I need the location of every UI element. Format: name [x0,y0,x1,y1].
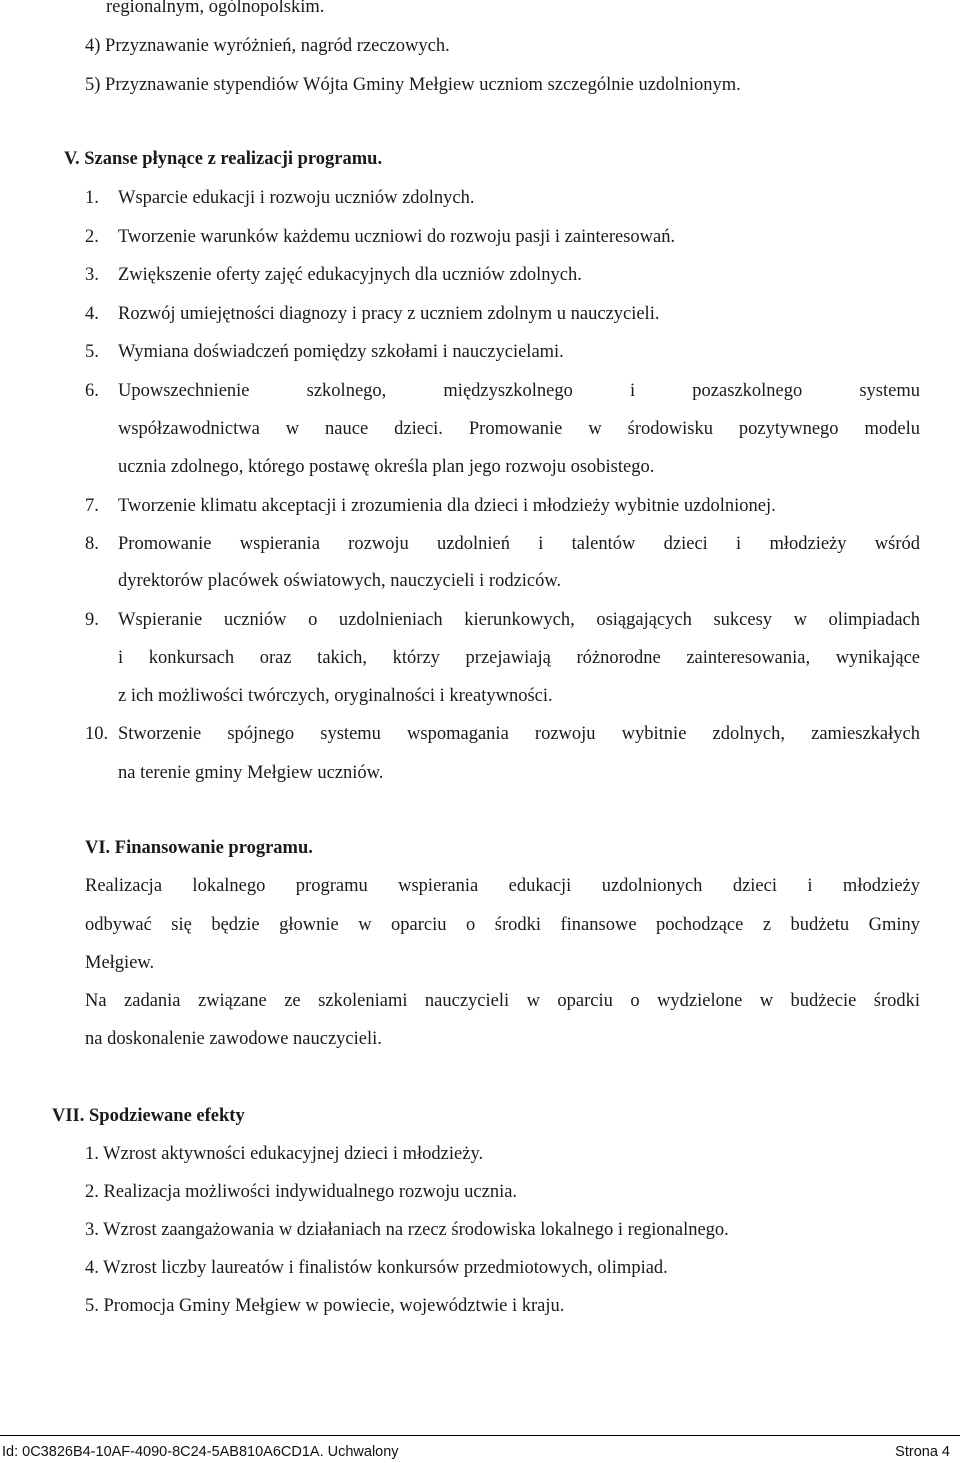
section-heading-vi: VI. Finansowanie programu. [85,838,313,858]
effect-item: 1. Wzrost aktywności edukacyjnej dzieci i młodzieży. [85,1144,484,1164]
list-item-text: Tworzenie warunków każdemu uczniowi do rozwoju pasji i zainteresowań. [118,227,676,247]
list-item-number: 4. [85,304,99,324]
list-item-text: Tworzenie klimatu akceptacji i zrozumienia dla dzieci i młodzieży wybitnie uzdolnionej. [118,496,776,516]
list-item-number: 1. [85,188,99,208]
footer-page-number: Strona 4 [895,1444,950,1460]
effect-item: 5. Promocja Gminy Mełgiew w powiecie, województwie i kraju. [85,1296,565,1316]
list-item-number: 3. [85,265,99,285]
intro-line-1: regionalnym, ogólnopolskim. [106,0,325,17]
list-item-text: współzawodnictwa w nauce dzieci. Promowanie w środowisku pozytywnego modelu [118,419,920,439]
paragraph-line: na doskonalenie zawodowe nauczycieli. [85,1029,382,1049]
footer-rule [0,1435,960,1436]
paragraph-line: odbywać się będzie głownie w oparciu o środki finansowe pochodzące z budżetu Gminy [85,915,920,935]
list-item-text: Wsparcie edukacji i rozwoju uczniów zdolnych. [118,188,475,208]
list-item-number: 2. [85,227,99,247]
section-heading-vii: VII. Spodziewane efekty [52,1106,245,1126]
effect-item: 3. Wzrost zaangażowania w działaniach na rzecz środowiska lokalnego i regionalnego. [85,1220,729,1240]
effect-item: 2. Realizacja możliwości indywidualnego rozwoju ucznia. [85,1182,518,1202]
list-item-text: Zwiększenie oferty zajęć edukacyjnych dla uczniów zdolnych. [118,265,582,285]
paragraph-line: Realizacja lokalnego programu wspierania edukacji uzdolnionych dzieci i młodzieży [85,876,920,896]
list-item-number: 9. [85,610,99,630]
list-item-number: 7. [85,496,99,516]
list-item-text: Stworzenie spójnego systemu wspomagania rozwoju wybitnie zdolnych, zamieszkałych [118,724,920,744]
section-heading-v: V. Szanse płynące z realizacji programu. [64,149,383,169]
paragraph-line: Na zadania związane ze szkoleniami nauczycieli w oparciu o wydzielone w budżecie środki [85,991,920,1011]
list-item-text: ucznia zdolnego, którego postawę określa plan jego rozwoju osobistego. [118,457,655,477]
list-item-text: Wspieranie uczniów o uzdolnieniach kierunkowych, osiągających sukcesy w olimpiadach [118,610,920,630]
list-item-number: 8. [85,534,99,554]
intro-line-3: 5) Przyznawanie stypendiów Wójta Gminy Mełgiew uczniom szczególnie uzdolnionym. [85,75,741,95]
effect-item: 4. Wzrost liczby laureatów i finalistów konkursów przedmiotowych, olimpiad. [85,1258,668,1278]
paragraph-line: Mełgiew. [85,953,155,973]
footer-document-id: Id: 0C3826B4-10AF-4090-8C24-5AB810A6CD1A. Uchwalony [2,1444,399,1460]
list-item-text: i konkursach oraz takich, którzy przejawiają różnorodne zainteresowania, wynikające [118,648,920,668]
list-item-number: 6. [85,381,99,401]
list-item-text: Upowszechnienie szkolnego, międzyszkolnego i pozaszkolnego systemu [118,381,920,401]
intro-line-2: 4) Przyznawanie wyróżnień, nagród rzeczowych. [85,36,450,56]
list-item-text: Wymiana doświadczeń pomiędzy szkołami i nauczycielami. [118,342,564,362]
list-item-number: 10. [85,724,109,744]
list-item-number: 5. [85,342,99,362]
list-item-text: Rozwój umiejętności diagnozy i pracy z uczniem zdolnym u nauczycieli. [118,304,660,324]
list-item-text: dyrektorów placówek oświatowych, nauczycieli i rodziców. [118,571,562,591]
list-item-text: na terenie gminy Mełgiew uczniów. [118,763,384,783]
list-item-text: z ich możliwości twórczych, oryginalności i kreatywności. [118,686,553,706]
list-item-text: Promowanie wspierania rozwoju uzdolnień i talentów dzieci i młodzieży wśród [118,534,920,554]
